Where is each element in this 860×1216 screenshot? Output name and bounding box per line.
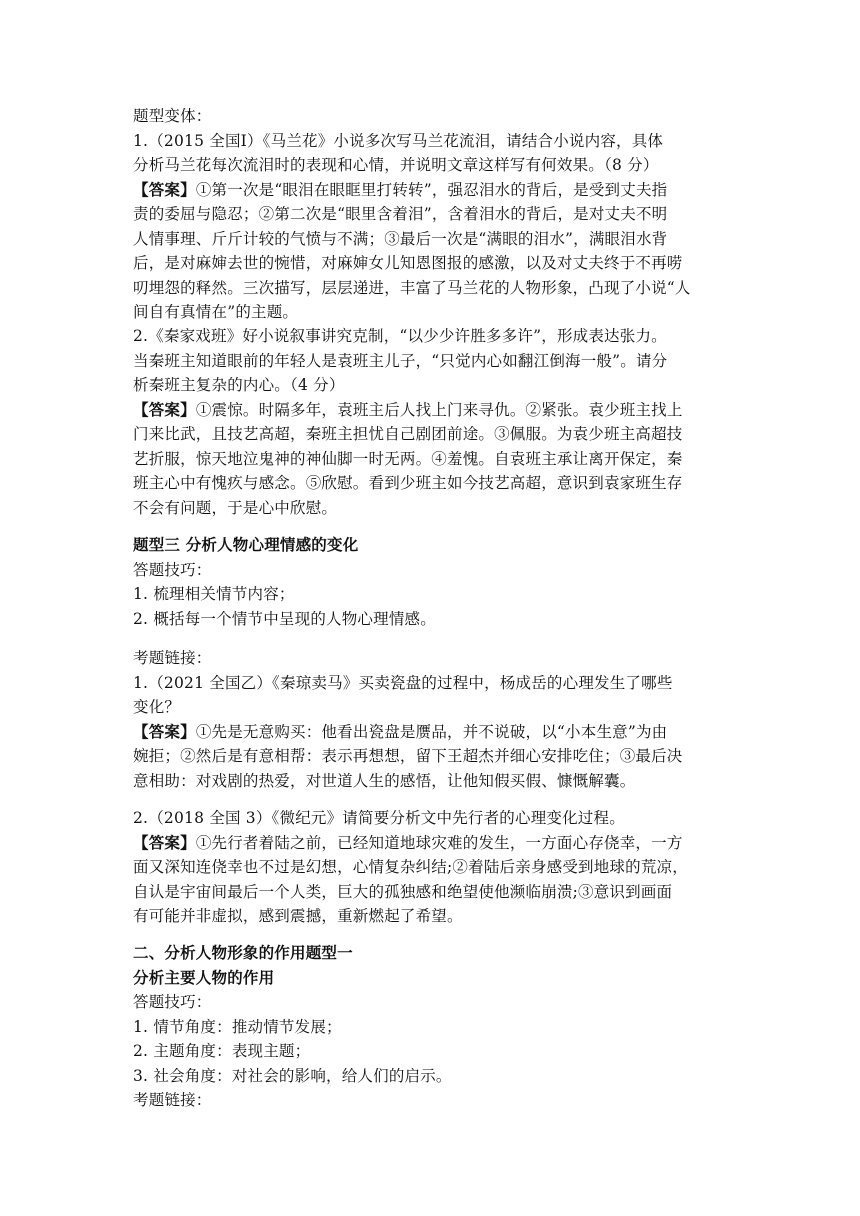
answer-2-line: 班主心中有愧疚与感念。⑤欣慰。看到少班主如今技艺高超，意识到袁家班生存 [133, 474, 683, 492]
answer-3-1-line: 意相助：对戏剧的热爱，对世道人生的感悟，让他知假买假、慷慨解囊。 [133, 771, 636, 790]
skill-item: 3. 社会角度：对社会的影响，给人们的启示。 [133, 1066, 452, 1085]
section-variants [133, 104, 733, 325]
section-two-subtitle: 分析主要人物的作用 [133, 967, 275, 987]
answer-2-line: 艺折服，惊天地泣鬼神的神仙脚一时无两。④羞愧。自袁班主承让离开保定，秦 [133, 449, 683, 468]
variants-heading: 题型变体： [133, 107, 212, 125]
links-heading: 考题链接： [133, 649, 212, 667]
answer-1-line: 责的委屈与隐忍；②第二次是“眼里含着泪”，含着泪水的背后，是对丈夫不明 [133, 205, 668, 223]
section-two [133, 941, 733, 1113]
links-heading: 考题链接： [133, 1091, 212, 1109]
skills-heading: 答题技巧： [133, 560, 212, 579]
answer-label: 【答案】 [133, 832, 196, 852]
question-1-line: 1.（2015 全国Ⅰ）《马兰花》小说多次写马兰花流泪，请结合小说内容，具体 [133, 131, 664, 150]
skill-item: 1. 梳理相关情节内容； [133, 585, 295, 603]
skill-item: 1. 情节角度：推动情节发展； [133, 1017, 342, 1036]
skill-item: 2. 概括每一个情节中呈现的人物心理情感。 [133, 609, 436, 628]
question-3-2-line: 2.（2018 全国 3）《微纪元》请简要分析文中先行者的心理变化过程。 [133, 809, 625, 827]
answer-2-line: 不会有问题，于是心中欣慰。 [133, 498, 338, 517]
answer-label: 【答案】 [133, 179, 196, 199]
answer-3-2-line: 面又深知连侥幸也不过是幻想，心情复杂纠结;②着陆后亲身感受到地球的荒凉， [133, 858, 688, 876]
question-2-line: 析秦班主复杂的内心。（4 分） [133, 376, 345, 394]
answer-2-line: 门来比武，且技艺高超，秦班主担忧自己剧团前途。③佩服。为袁少班主高超技 [133, 425, 683, 443]
question-2-line: 当秦班主知道眼前的年轻人是袁班主儿子，“只觉内心如翻江倒海一般”。请分 [133, 351, 668, 370]
skills-heading: 答题技巧： [133, 993, 212, 1011]
answer-label: 【答案】 [133, 399, 196, 419]
question-1-line: 分析马兰花每次流泪时的表现和心情，并说明文章这样写有何效果。（8 分） [133, 156, 659, 174]
section-three-links [133, 646, 733, 793]
answer-2-line: 【答案】①震惊。时隔多年，袁班主后人找上门来寻仇。②紧张。袁少班主找上 [133, 399, 683, 419]
answer-label: 【答案】 [133, 721, 196, 741]
answer-1-line: 间自有真情在”的主题。 [133, 303, 299, 321]
answer-1-line: 人情事理、斤斤计较的气愤与不满；③最后一次是“满眼的泪水”，满眼泪水背 [133, 229, 668, 248]
skill-item: 2. 主题角度：表现主题； [133, 1042, 311, 1060]
question-3-1-line: 变化？ [133, 698, 181, 716]
answer-3-1-line: 婉拒；②然后是有意相帮：表示再想想，留下王超杰并细心安排吃住；③最后决 [133, 747, 683, 765]
answer-1-line: 【答案】①第一次是“眼泪在眼眶里打转转”，强忍泪水的背后，是受到丈夫指 [133, 179, 668, 199]
answer-1-line: 叨埋怨的释然。三次描写，层层递进，丰富了马兰花的人物形象，凸现了小说“人 [133, 278, 691, 297]
answer-3-1-line: 【答案】①先是无意购买：他看出瓷盘是赝品，并不说破，以“小本生意”为由 [133, 721, 668, 741]
question-2-line: 2.《秦家戏班》好小说叙事讲究克制，“以少少许胜多多许”，形成表达张力。 [133, 327, 667, 345]
section-three [133, 533, 733, 631]
answer-3-2-line: 有可能并非虚拟，感到震撼，重新燃起了希望。 [133, 907, 463, 925]
answer-1-line: 后，是对麻婶去世的惋惜，对麻婶女儿知恩图报的感激，以及对丈夫终于不再唠 [133, 254, 683, 272]
question-3-2-block [133, 806, 733, 929]
section-three-title: 题型三 分析人物心理情感的变化 [133, 535, 359, 554]
section-two-title: 二、分析人物形象的作用题型一 [133, 943, 353, 962]
question-2-block [133, 324, 733, 520]
question-3-1-line: 1.（2021 全国乙）《秦琼卖马》买卖瓷盘的过程中，杨成岳的心理发生了哪些 [133, 673, 673, 692]
answer-3-2-line: 【答案】①先行者着陆之前，已经知道地球灾难的发生，一方面心存侥幸，一方 [133, 832, 683, 852]
answer-3-2-line: 自认是宇宙间最后一个人类，巨大的孤独感和绝望使他濒临崩溃;③意识到画面 [133, 882, 673, 901]
